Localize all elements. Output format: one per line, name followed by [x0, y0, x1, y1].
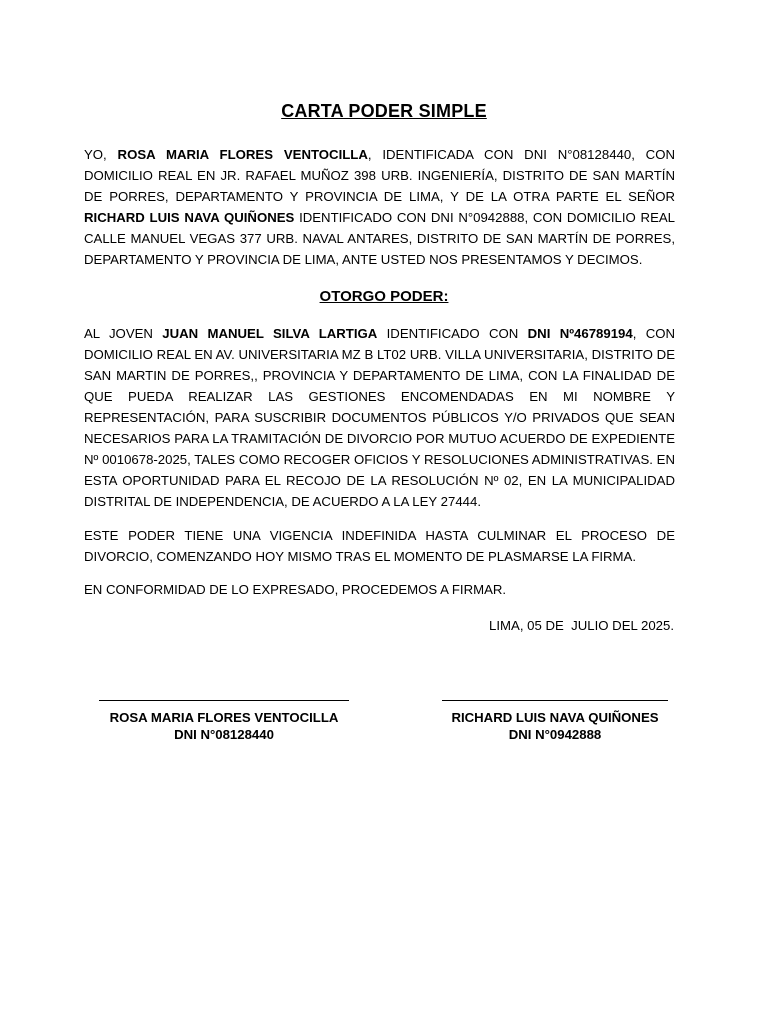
signatory-dni: DNI N°0942888: [508, 727, 602, 742]
paragraph-text: IDENTIFICADO CON DNI N°0942888, CON DOMICILIO REAL CALLE MANUEL VEGAS 377 URB. NAVAL ANTARES, DISTRITO DE SAN MARTÍN DE PORRES, DEPARTAMENTO Y PROVINCIA DE LIMA, ANTE USTED NOS PRESENTAMOS Y DECIMOS.: [84, 210, 675, 267]
paragraph-declarants: [84, 144, 675, 270]
signature-line: [442, 700, 668, 701]
grantor-name: ROSA MARIA FLORES VENTOCILLA: [117, 147, 368, 162]
paragraph-text: , CON DOMICILIO REAL EN AV. UNIVERSITARIA MZ B LT02 URB. VILLA UNIVERSITARIA, DISTRITO DE SAN MARTIN DE PORRES,, PROVINCIA Y DEPARTAMENTO DE LIMA, CON LA FINALIDAD DE QUE PUEDA REALIZAR LAS GESTIONES ENCOMENDADAS EN MI NOMBRE Y REPRESENTACIÓN, PARA SUSCRIBIR DOCUMENTOS PÚBLICOS Y/O PRIVADOS QUE SEAN NECESARIOS PARA LA TRAMITACIÓN DE DIVORCIO POR MUTUO ACUERDO DE EXPEDIENTE Nº 0010678-2025, TALES COMO RECOGER OFICIOS Y RESOLUCIONES ADMINISTRATIVAS. EN ESTA OPORTUNIDAD PARA EL RECOJO DE LA RESOLUCIÓN Nº 02, EN LA MUNICIPALIDAD DISTRITAL DE INDEPENDENCIA, DE ACUERDO A LA LEY 27444.: [84, 326, 676, 509]
signatory-dni: DNI N°08128440: [174, 727, 274, 742]
paragraph-text: AL JOVEN: [84, 326, 163, 341]
document-title: CARTA PODER SIMPLE: [281, 101, 487, 121]
paragraph-text: , IDENTIFICADA CON DNI N°08128440, CON DOMICILIO REAL EN JR. RAFAEL MUÑOZ 398 URB. INGENIERÍA, DISTRITO DE SAN MARTÍN DE PORRES, DEPARTAMENTO Y PROVINCIA DE LIMA, Y DE LA OTRA PARTE EL SEÑOR: [84, 147, 675, 204]
date-line: LIMA, 05 DE JULIO DEL 2025.: [489, 618, 674, 633]
paragraph-text: IDENTIFICADO CON: [377, 326, 528, 341]
signature-block-right: [430, 700, 680, 743]
paragraph-text: YO,: [84, 147, 118, 162]
paragraph-conformity: EN CONFORMIDAD DE LO EXPRESADO, PROCEDEMOS A FIRMAR.: [84, 582, 507, 597]
attorney-dni: DNI Nº46789194: [527, 326, 633, 341]
signatory-name: RICHARD LUIS NAVA QUIÑONES: [451, 710, 659, 725]
co-grantor-name: RICHARD LUIS NAVA QUIÑONES: [84, 210, 295, 225]
section-subtitle: OTORGO PODER:: [319, 288, 449, 305]
attorney-name: JUAN MANUEL SILVA LARTIGA: [162, 326, 378, 341]
paragraph-validity: ESTE PODER TIENE UNA VIGENCIA INDEFINIDA HASTA CULMINAR EL PROCESO DE DIVORCIO, COMENZANDO HOY MISMO TRAS EL MOMENTO DE PLASMARSE LA FIRMA.: [84, 528, 675, 564]
signatory-name: ROSA MARIA FLORES VENTOCILLA: [109, 710, 339, 725]
signature-block-left: [92, 700, 356, 743]
paragraph-grant: [84, 323, 675, 512]
signature-line: [99, 700, 349, 701]
